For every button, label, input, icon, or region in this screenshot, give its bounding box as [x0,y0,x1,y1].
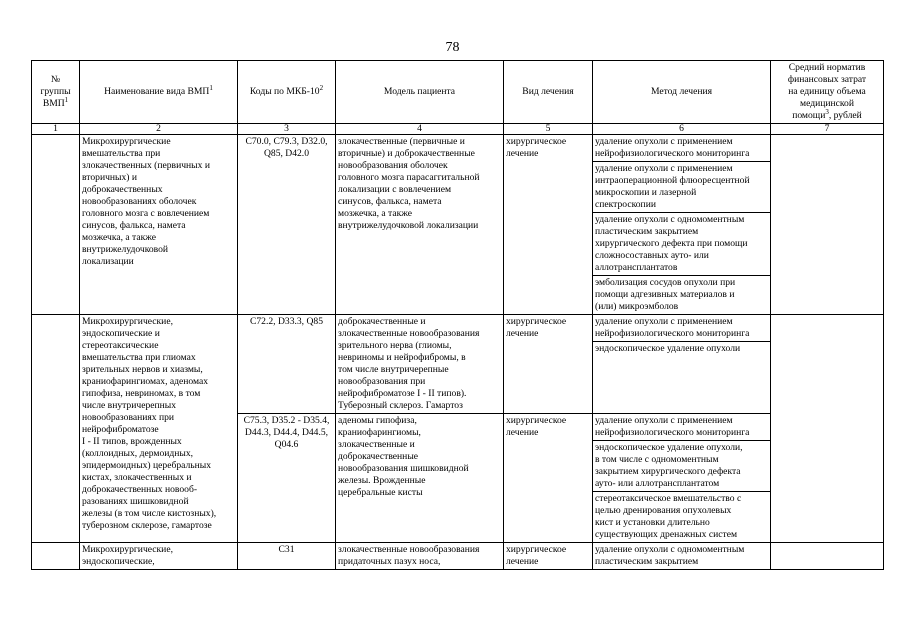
text-line: зрительных нервов и хиазмы, [82,364,203,375]
text-line: удаление опухоли с одномоментным [595,544,745,555]
text-line: (или) микроэмболов [595,301,679,312]
text-line: хирургическое [506,544,567,555]
text-line: доброкачественные [338,451,419,462]
text-line: злокачественные новообразования [338,328,480,339]
text-line: злокачественные новообразования [338,544,480,555]
text-line: закрытием хирургического дефекта [595,466,741,477]
method-item [593,162,770,213]
text-line: нейрофизиологического мониторинга [595,328,750,339]
header-cost: Средний норматив финансовых затрат на единицу объема медицинской помощи$^3$, рублей [771,61,884,124]
text-line: кистах, злокачественных и [82,472,192,483]
method-item [593,342,770,356]
text-line: лечение [506,148,539,159]
text-line: удаление опухоли с применением [595,163,733,174]
treatment-cell [504,135,593,315]
text-line: ауто- или аллотрансплантатом [595,478,720,489]
text-line: злокачественные и [338,439,415,450]
text-line: сложносоставных ауто- или [595,250,709,261]
text-line: Микрохирургические [82,136,171,147]
text-line: лечение [506,328,539,339]
codes-cell [238,135,336,315]
methods-cell [593,315,771,414]
codes-cell [238,543,336,570]
text-line: удаление опухоли с применением [595,316,733,327]
cost-cell [771,135,884,315]
text-line: интраоперационной флюоресцентной [595,175,750,186]
treatment-cell [504,414,593,543]
text-line: D44.3, D44.4, D44.5, [244,427,329,438]
text-line: нейрофиброматозе [82,424,159,435]
text-line: кист и установки длительно [595,517,710,528]
text-line: микроскопии и лазерной [595,187,697,198]
text-line: мозжечка, а также [82,232,157,243]
text-line: синусов, фалькса, намета [338,196,442,207]
method-item [593,441,770,492]
text-line: доброкачественных [82,184,163,195]
header-model: Модель пациента [336,61,504,124]
text-line: пластическим закрытием [595,226,699,237]
text-line: существующих дренажных систем [595,529,738,540]
text-line: Микрохирургические, [82,316,173,327]
text-line: пластическим закрытием [595,556,699,567]
name-cell [80,543,238,570]
text-line: Микрохирургические, [82,544,173,555]
vmp-table [31,60,884,570]
model-cell [336,414,504,543]
model-cell [336,543,504,570]
text-line: зрительного нерва (глиомы, [338,340,452,351]
text-line: нейрофиброматозе I - II типов). [338,388,467,399]
text-line: новообразования при [338,376,426,387]
codes-cell [238,414,336,543]
text-line: гипофиза, невриномах, в том [82,388,201,399]
method-item [593,414,770,441]
text-line: вмешательства при глиомах [82,352,196,363]
text-line: нейрофизиологического мониторинга [595,148,750,159]
text-line: спектроскопии [595,199,656,210]
text-line: Туберозный склероз. Гамартоз [338,400,463,411]
text-line: злокачественные (первичные и [338,136,465,147]
text-line: Q85, D42.0 [263,148,310,159]
text-line: хирургическое [506,316,567,327]
text-line: удаление опухоли с одномоментным [595,214,745,225]
text-line: синусов, фалькса, намета [82,220,186,231]
name-cell [80,135,238,315]
text-line: (коллоидных, дермоидных, [82,448,194,459]
text-line: C31 [278,544,295,555]
table-row [32,315,884,414]
table-row [32,135,884,315]
model-cell [336,135,504,315]
text-line: мозжечка, а также [338,208,413,219]
text-line: удаление опухоли с применением [595,415,733,426]
text-line: эндоскопические и [82,328,160,339]
page-number: 78 [445,40,460,55]
group-cell [32,543,80,570]
text-line: хирургическое [506,415,567,426]
method-item [593,492,770,542]
text-line: вторичные) и доброкачественные [338,148,475,159]
treatment-cell [504,315,593,414]
methods-cell [593,543,771,570]
cost-cell [771,543,884,570]
text-line: лечение [506,427,539,438]
text-line: стереотаксическое вмешательство с [595,493,742,504]
header-codes: Коды по МКБ-$10^2$ [238,61,336,124]
text-line: локализации [82,256,134,267]
methods-cell [593,414,771,543]
text-line: целью дренирования опухолевых [595,505,732,516]
text-line: вмешательства при [82,148,161,159]
cost-cell [771,315,884,543]
text-line: удаление опухоли с применением [595,136,733,147]
column-numbers-row: 1 2 3 4 5 6 7 [32,124,884,135]
text-line: головного мозга с вовлечением [82,208,210,219]
method-item [593,213,770,276]
text-line: C75.3, D35.2 - D35.4, [243,415,330,426]
text-line: нейрофизиологического мониторинга [595,427,750,438]
text-line: хирургическое [506,136,567,147]
method-item [593,135,770,162]
text-line: C72.2, D33.3, Q85 [249,316,324,327]
text-line: туберозном склерозе, гамартозе [82,520,212,531]
text-line: внутрижелудочковой локализации [338,220,479,231]
method-item [593,276,770,314]
text-line: C70.0, C79.3, D32.0, [245,136,328,147]
text-line: краниофарингиомы, [338,427,421,438]
group-cell [32,315,80,543]
table-row [32,543,884,570]
model-cell [336,315,504,414]
treatment-cell [504,543,593,570]
text-line: вторичных) и [82,172,138,183]
text-line: доброкачественных новооб- [82,484,198,495]
text-line: эмболизация сосудов опухоли при [595,277,736,288]
methods-cell [593,135,771,315]
text-line: злокачественных (первичных и [82,160,210,171]
text-line: доброкачественные и [338,316,426,327]
text-line: внутрижелудочковой [82,244,169,255]
text-line: железы (в том числе кистозных), [82,508,217,519]
text-line: локализации с вовлечением [338,184,452,195]
header-treatment: Вид лечения [504,61,593,124]
text-line: невриномы и нейрофибромы, в [338,352,466,363]
text-line: аденомы гипофиза, [338,415,417,426]
text-line: эндоскопические, [82,556,155,567]
header-group: № группы ВМП$^1$ [32,61,80,124]
text-line: новообразования шишковидной [338,463,469,474]
method-item [593,315,770,342]
text-line: новообразования оболочек [338,160,448,171]
text-line: эпидермоидных) церебральных [82,460,212,471]
text-line: хирургического дефекта при помощи [595,238,748,249]
header-method: Метод лечения [593,61,771,124]
text-line: разованиях шишковидной [82,496,189,507]
text-line: эндоскопическое удаление опухоли, [595,442,743,453]
text-line: стереотаксические [82,340,159,351]
text-line: аллотрансплантатов [595,262,678,273]
header-name: Наименование вида ВМП$^1$ [80,61,238,124]
text-line: том числе внутричерепные [338,364,449,375]
text-line: краниофарингиомах, аденомах [82,376,209,387]
group-cell [32,135,80,315]
codes-cell [238,315,336,414]
text-line: числе внутричерепных [82,400,177,411]
text-line: головного мозга парасаггитальной [338,172,480,183]
header-row [32,61,884,124]
text-line: эндоскопическое удаление опухоли [595,343,741,354]
text-line: новообразованиях оболочек [82,196,197,207]
text-line: церебральные кисты [338,487,423,498]
text-line: помощи адгезивных материалов и [595,289,735,300]
text-line: Q04.6 [274,439,299,450]
text-line: железы. Врожденные [338,475,426,486]
name-cell [80,315,238,543]
text-line: новообразованиях при [82,412,175,423]
method-item [593,543,770,569]
text-line: в том числе с одномоментным [595,454,719,465]
text-line: придаточных пазух носа, [338,556,441,567]
text-line: лечение [506,556,539,567]
text-line: I - II типов, врожденных [82,436,182,447]
